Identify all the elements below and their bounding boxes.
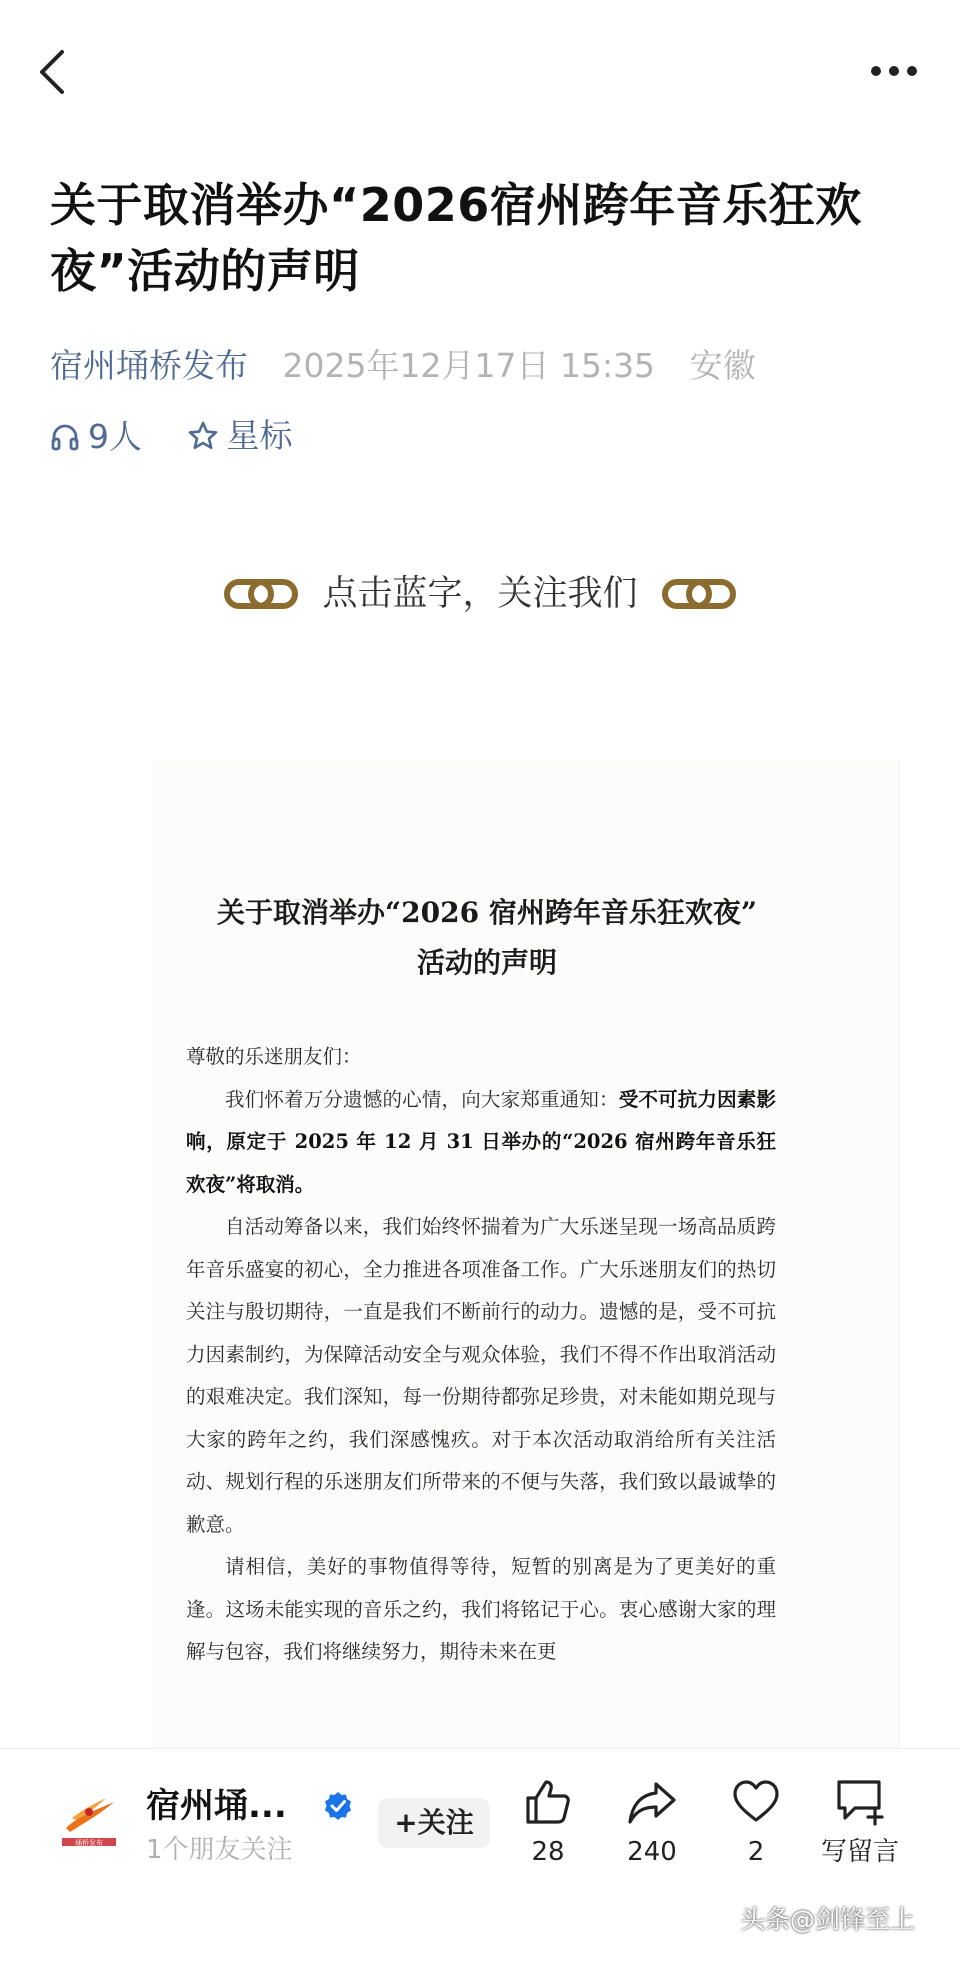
follow-button[interactable]: +关注 (378, 1798, 490, 1848)
article-stats (50, 412, 293, 460)
headphones-icon (50, 422, 80, 452)
author-link[interactable]: 宿州埇桥发布 (50, 346, 248, 385)
more-dots-icon (866, 56, 922, 86)
document-title-line-1: 关于取消举办“2026 宿州跨年音乐狂欢夜” (217, 896, 757, 929)
document-paragraph-1-bold: 受不可抗力因素影响，原定于 2025 年 12 月 31 日举办的“2026 宿州跨年音乐狂欢夜”将取消。 (186, 1087, 776, 1196)
publish-region: 安徽 (689, 346, 756, 385)
account-name[interactable]: 宿州埇... (146, 1786, 287, 1826)
more-options-button[interactable] (866, 56, 922, 86)
comment-add-icon (833, 1776, 887, 1828)
share-button[interactable] (602, 1776, 702, 1870)
like-button[interactable] (498, 1776, 598, 1870)
heart-count: 2 (747, 1837, 765, 1867)
back-button[interactable] (34, 46, 74, 98)
like-count: 28 (531, 1837, 565, 1867)
account-logo-icon (56, 1788, 122, 1854)
article-title: 关于取消举办“2026宿州跨年音乐狂欢夜”活动的声明 (50, 178, 862, 298)
article-meta (50, 344, 756, 388)
top-bar (0, 0, 960, 140)
verified-check-icon (322, 1790, 354, 1822)
follow-banner-text: 点击蓝字，关注我们 (322, 574, 638, 614)
comment-label: 写留言 (820, 1837, 899, 1867)
chain-link-icon-right (662, 572, 736, 616)
publish-date: 2025年12月17日 15:35 (282, 346, 656, 385)
document-paragraph-2: 自活动筹备以来，我们始终怀揣着为广大乐迷呈现一场高品质跨年音乐盛宴的初心，全力推进各项准备工作。广大乐迷朋友们的热切关注与殷切期待，一直是我们不断前行的动力。遗憾的是，受不可抗力因素制约，为保障活动安全与观众体验，我们不得不作出取消活动的艰难决定。我们深知，每一份期待都弥足珍贵，对未能如期兑现与大家的跨年之约，我们深感愧疚。对于本次活动取消给所有关注活动、规划行程的乐迷朋友们所带来的不便与失落，我们致以最诚挚的歉意。 (186, 1215, 776, 1536)
document-paragraph-3: 请相信，美好的事物值得等待，短暂的别离是为了更美好的重逢。这场未能实现的音乐之约，我们将铭记于心。衷心感谢大家的理解与包容，我们将继续努力，期待未来在更 (186, 1555, 776, 1663)
document-body (186, 1036, 776, 1674)
heart-icon (730, 1776, 782, 1828)
document-greeting: 尊敬的乐迷朋友们： (186, 1045, 362, 1068)
document-title (184, 888, 790, 988)
share-count: 240 (627, 1837, 677, 1867)
comment-button[interactable] (810, 1776, 910, 1870)
star-button[interactable] (187, 412, 293, 460)
follow-banner[interactable] (0, 560, 960, 628)
document-paragraph-1 (186, 1079, 776, 1207)
thumbs-up-icon (522, 1776, 574, 1828)
chevron-left-icon (34, 46, 74, 98)
account-logo[interactable] (56, 1788, 122, 1854)
star-label: 星标 (226, 416, 293, 455)
watermark: 头条@剑锋至上 (740, 1905, 916, 1934)
share-arrow-icon (626, 1776, 678, 1828)
listen-button[interactable] (50, 413, 142, 461)
account-logo-text: 埇桥发布 (75, 1839, 103, 1847)
document-paragraph-1-text: 我们怀着万分遗憾的心情，向大家郑重通知： (225, 1087, 619, 1111)
star-icon (187, 420, 219, 452)
document-title-line-2: 活动的声明 (416, 946, 557, 979)
listener-count: 9人 (88, 417, 142, 456)
friends-following-text: 1个朋友关注 (146, 1835, 293, 1865)
chain-link-icon-left (224, 572, 298, 616)
verified-badge (322, 1790, 354, 1822)
heart-button[interactable] (706, 1776, 806, 1870)
